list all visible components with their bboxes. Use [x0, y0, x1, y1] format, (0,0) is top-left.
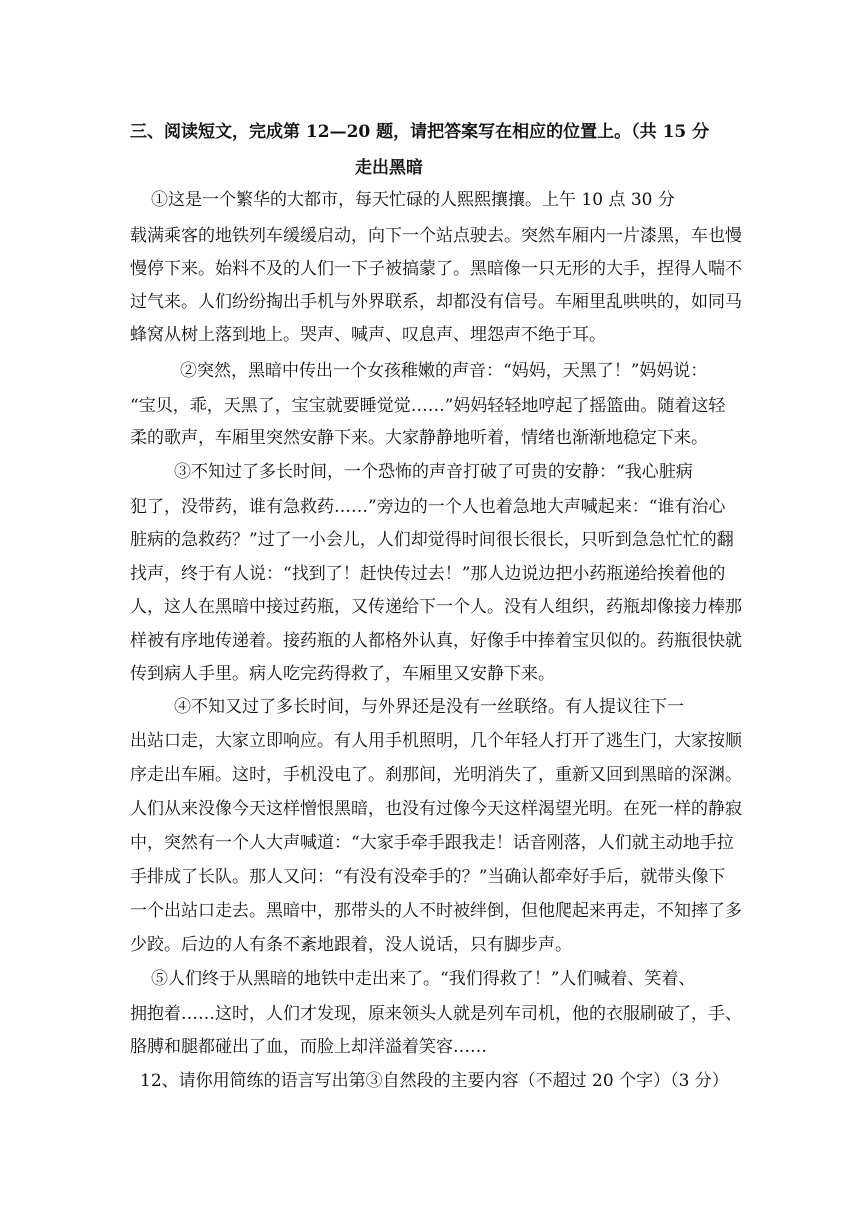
paragraph-4-line-8: 少跤。后边的人有条不紊地跟着，没人说话，只有脚步声。: [130, 935, 572, 955]
paragraph-4-line-4: 人们从来没像今天这样憎恨黑暗，也没有过像今天这样渴望光明。在死一样的静寂: [130, 799, 742, 819]
paragraph-2-line-3: 柔的歌声，车厢里突然安静下来。大家静静地听着，情绪也渐渐地稳定下来。: [130, 428, 708, 448]
paragraph-4-line-5: 中，突然有一个人大声喊道：“大家手牵手跟我走！话音刚落，人们就主动地手拉: [130, 833, 734, 853]
paragraph-5-line-2: 拥抱着……这时，人们才发现，原来领头人就是列车司机，他的衣服刷破了，手、: [130, 1004, 742, 1024]
paragraph-3-line-2: 犯了，没带药，谁有急救药……”旁边的一个人也着急地大声喊起来：“谁有治心: [130, 497, 726, 517]
paragraph-4-line-7: 一个出站口走去。黑暗中，那带头的人不时被绊倒，但他爬起来再走，不知摔了多: [130, 901, 742, 921]
paragraph-1-line-2: 载满乘客的地铁列车缓缓启动，向下一个站点驶去。突然车厢内一片漆黑，车也慢: [130, 226, 742, 246]
paragraph-2-line-2: “宝贝，乖，天黑了，宝宝就要睡觉觉……”妈妈轻轻地哼起了摇篮曲。随着这轻: [130, 396, 726, 416]
paragraph-5-line-1: ⑤人们终于从黑暗的地铁中走出来了。“我们得救了！”人们喊着、笑着、: [151, 969, 696, 989]
question-12: 12、请你用简练的语言写出第③自然段的主要内容（不超过 20 个字）（3 分）: [140, 1071, 729, 1091]
article-title: 走出黑暗: [355, 158, 423, 178]
paragraph-1-line-5: 蜂窝从树上落到地上。哭声、喊声、叹息声、埋怨声不绝于耳。: [130, 325, 606, 345]
paragraph-4-line-2: 出站口走，大家立即响应。有人用手机照明，几个年轻人打开了逃生门，大家按顺: [130, 731, 742, 751]
paragraph-4-line-6: 手排成了长队。那人又问：“有没有没牵手的？”当确认都牵好手后，就带头像下: [130, 867, 726, 887]
paragraph-1-line-1: ①这是一个繁华的大都市，每天忙碌的人熙熙攘攘。上午 10 点 30 分: [151, 190, 675, 210]
paragraph-2-line-1: ②突然，黑暗中传出一个女孩稚嫩的声音：“妈妈，天黑了！”妈妈说：: [180, 361, 708, 381]
paragraph-1-line-4: 过气来。人们纷纷掏出手机与外界联系，却都没有信号。车厢里乱哄哄的，如同马: [130, 292, 742, 312]
paragraph-3-line-7: 传到病人手里。病人吃完药得救了，车厢里又安静下来。: [130, 664, 555, 684]
paragraph-3-line-1: ③不知过了多长时间，一个恐怖的声音打破了可贵的安静：“我心脏病: [174, 462, 693, 482]
paragraph-3-line-5: 人，这人在黑暗中接过药瓶，又传递给下一个人。没有人组织，药瓶却像接力棒那: [130, 597, 742, 617]
paragraph-3-line-3: 脏病的急救药？”过了一小会儿，人们却觉得时间很长很长，只听到急急忙忙的翻: [130, 530, 734, 550]
paragraph-3-line-6: 样被有序地传递着。接药瓶的人都格外认真，好像手中捧着宝贝似的。药瓶很快就: [130, 631, 742, 651]
paragraph-3-line-4: 找声，终于有人说：“找到了！赶快传过去！”那人边说边把小药瓶递给挨着他的: [130, 564, 726, 584]
paragraph-1-line-3: 慢停下来。始料不及的人们一下子被搞蒙了。黑暗像一只无形的大手，捏得人喘不: [130, 259, 742, 279]
paragraph-4-line-3: 序走出车厢。这时，手机没电了。刹那间，光明消失了，重新又回到黑暗的深渊。: [130, 765, 742, 785]
paragraph-5-line-3: 胳膊和腿都碰出了血，而脸上却洋溢着笑容……: [130, 1037, 487, 1057]
paragraph-4-line-1: ④不知又过了多长时间，与外界还是没有一丝联络。有人提议往下一: [174, 697, 684, 717]
section-header: 三、阅读短文，完成第 12—20 题，请把答案写在相应的位置上。（共 15 分: [130, 122, 710, 142]
